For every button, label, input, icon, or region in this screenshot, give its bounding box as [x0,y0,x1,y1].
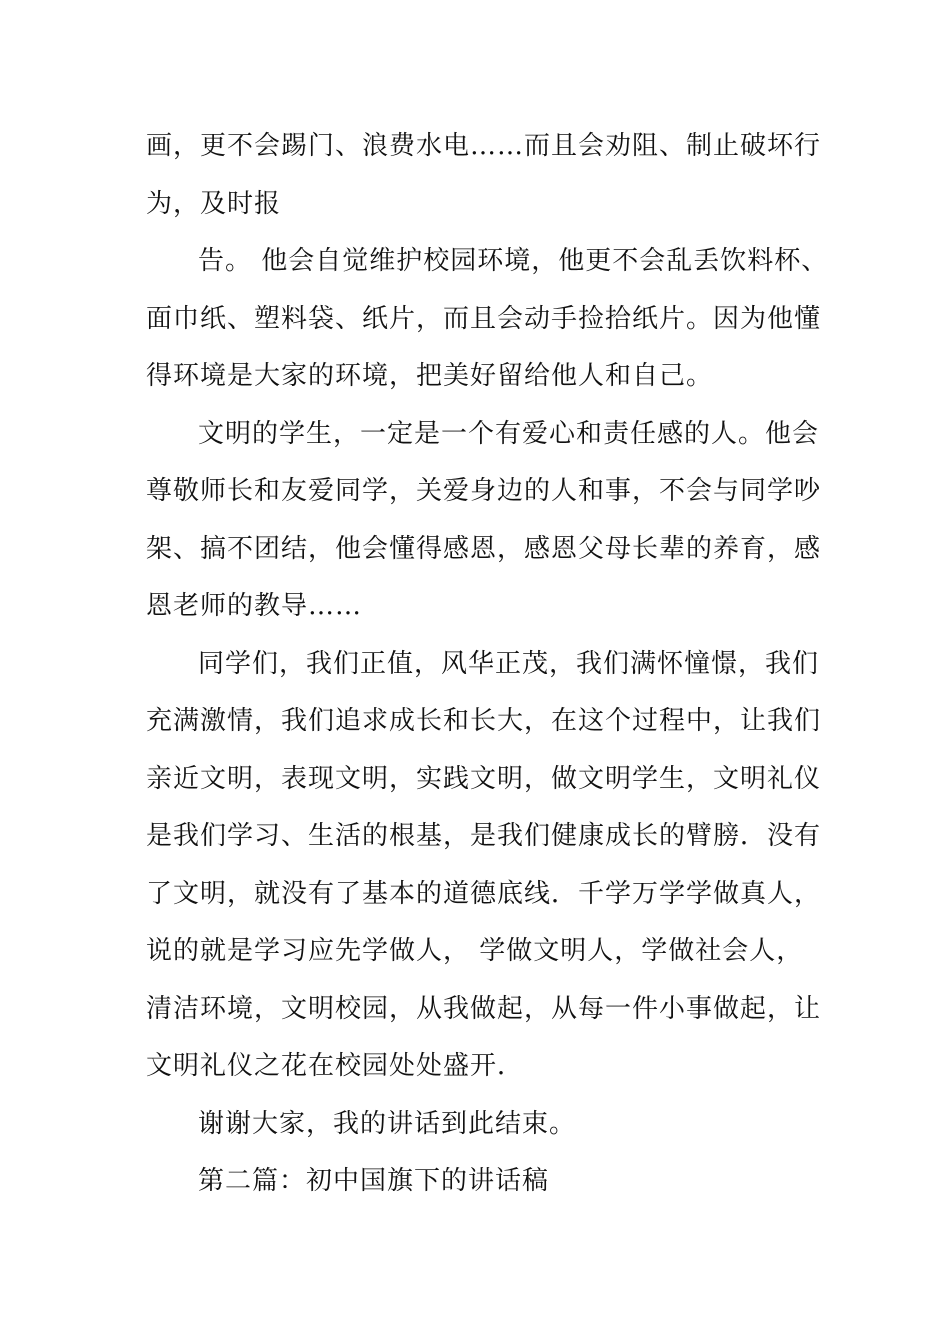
text-line-16: 清洁环境，文明校园，从我做起，从每一件小事做起，让 [146,993,822,1024]
text-line-7: 尊敬师长和友爱同学，关爱身边的人和事，不会与同学吵 [146,476,822,506]
section-heading: 第二篇：初中国旗下的讲话稿 [198,1166,550,1196]
text-line-1: 画，更不会踢门、浪费水电……而且会劝阻、制止破坏行 [146,131,822,161]
text-line-18: 谢谢大家，我的讲话到此结束。 [198,1108,577,1139]
text-line-11: 充满激情，我们追求成长和长大，在这个过程中，让我们 [146,706,822,736]
text-line-6: 文明的学生，一定是一个有爱心和责任感的人。他会 [198,418,820,449]
document-body [146,118,829,1211]
text-line-4: 面巾纸、塑料袋、纸片，而且会动手捡拾纸片。因为他懂 [146,303,822,334]
text-line-2: 为，及时报 [146,188,282,219]
text-line-8: 架、搞不团结，他会懂得感恩，感恩父母长辈的养育，感 [146,533,822,564]
text-line-13: 是我们学习、生活的根基，是我们健康成长的臂膀．没有 [146,821,822,851]
text-line-15: 说的就是学习应先学做人， 学做文明人，学做社会人， [146,936,804,966]
text-line-3: 告。 他会自觉维护校园环境，他更不会乱丢饮料杯、 [198,246,829,276]
text-line-5: 得环境是大家的环境，把美好留给他人和自己。 [146,361,714,391]
text-line-9: 恩老师的教导…… [146,591,363,621]
text-line-10: 同学们，我们正值，风华正茂，我们满怀憧憬，我们 [198,648,820,679]
text-line-14: 了文明，就没有了基本的道德底线．千学万学学做真人， [146,878,822,909]
text-line-17: 文明礼仪之花在校园处处盛开． [146,1051,525,1081]
text-line-12: 亲近文明，表现文明，实践文明，做文明学生，文明礼仪 [146,763,822,794]
